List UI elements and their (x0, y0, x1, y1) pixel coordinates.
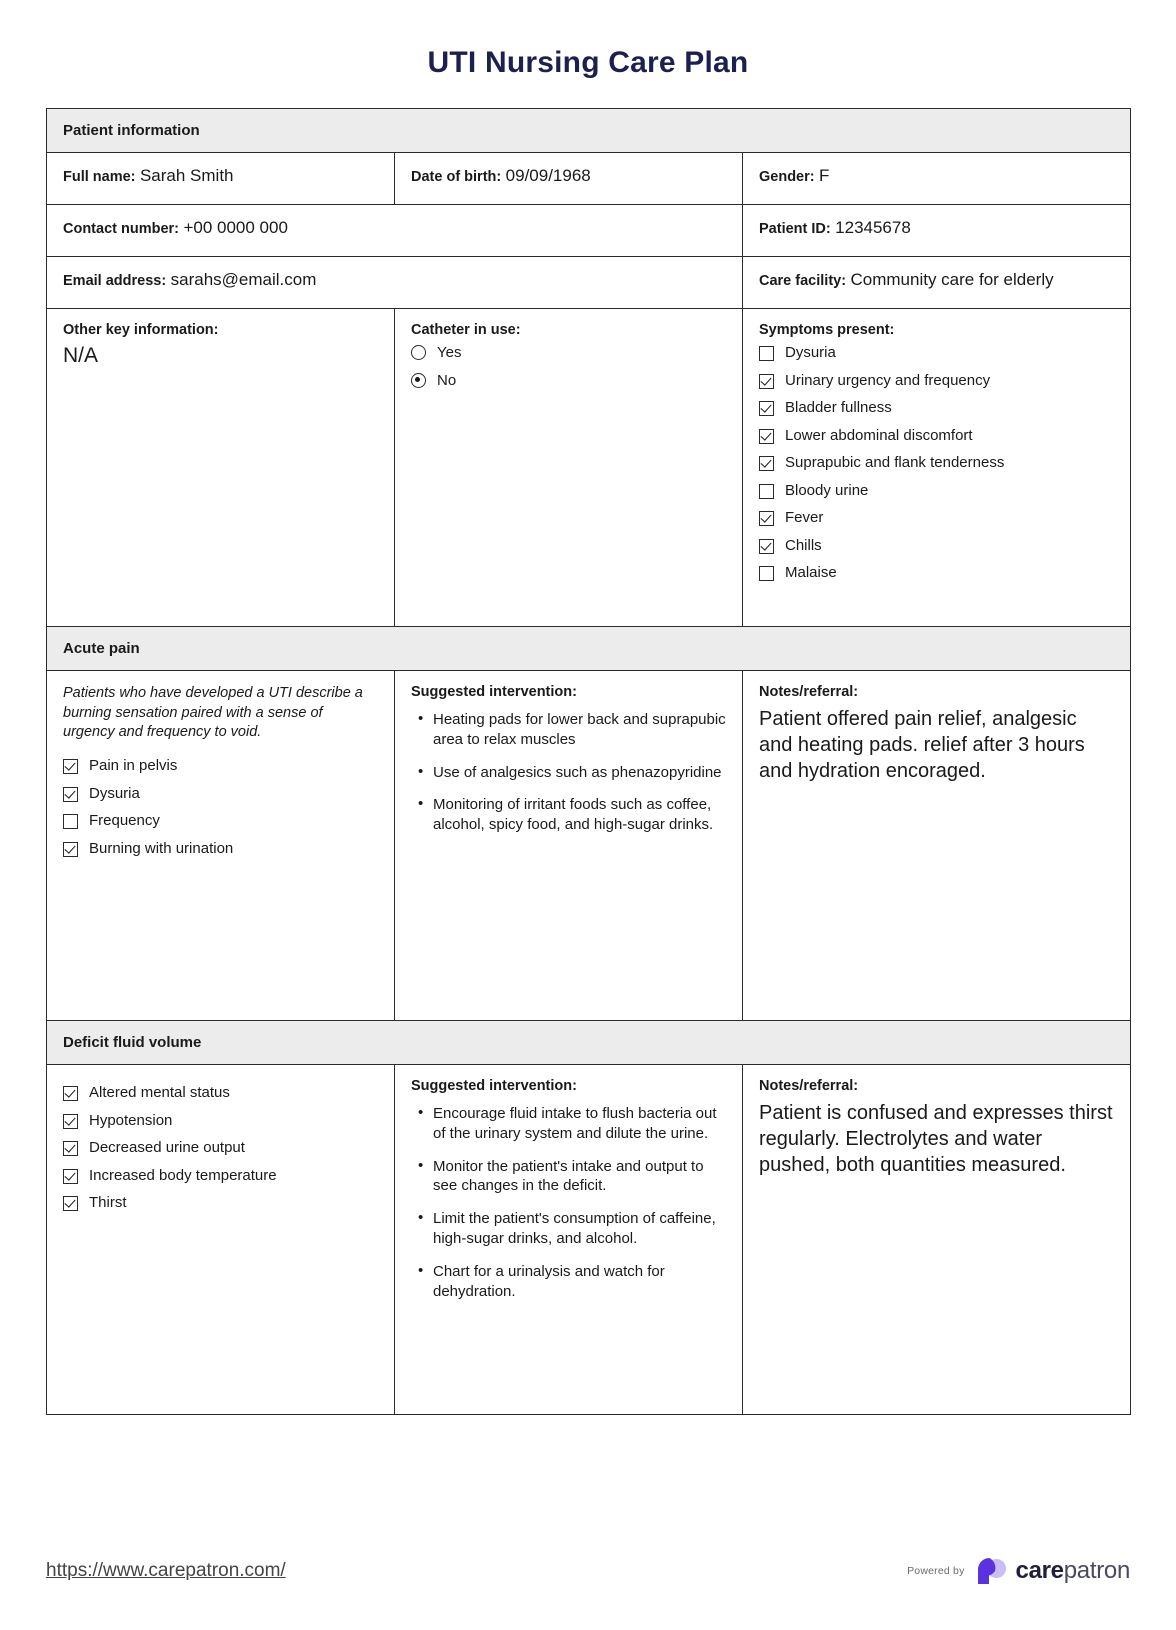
list-item[interactable] (63, 757, 378, 774)
deficit-item-label: Thirst (89, 1194, 127, 1211)
acute-pain-notes-label: Notes/referral: (759, 684, 859, 700)
symptom-label: Suprapubic and flank tenderness (785, 454, 1005, 471)
acute-pain-checklist (63, 757, 378, 857)
full-name-label: Full name: (63, 169, 136, 185)
catheter-option-label: No (437, 372, 457, 389)
checkbox-checked-icon (63, 1169, 78, 1184)
email-address-label: Email address: (63, 273, 167, 289)
acute-pain-description: Patients who have developed a UTI describe a burning sensation paired with a sense of urgency and frequency to void. (63, 685, 363, 741)
list-item: • Encourage fluid intake to flush bacteria out of the urinary system and dilute the urine. (433, 1104, 726, 1144)
acute-pain-intervention-label: Suggested intervention: (411, 684, 577, 700)
checkbox-checked-icon (759, 456, 774, 471)
list-item[interactable] (63, 1139, 378, 1156)
list-item: • Heating pads for lower back and suprapubic area to relax muscles (433, 710, 726, 750)
gender-label: Gender: (759, 169, 815, 185)
deficit-fluid-volume-section-label: Deficit fluid volume (47, 1021, 1131, 1065)
email-address-value: sarahs@email.com (170, 270, 317, 289)
checkbox-checked-icon (63, 787, 78, 802)
date-of-birth-label: Date of birth: (411, 169, 502, 185)
deficit-fluid-signs-cell (47, 1065, 395, 1415)
checkbox-checked-icon (759, 429, 774, 444)
acute-pain-signs-cell (47, 671, 395, 1021)
patient-information-section-label: Patient information (47, 109, 1131, 153)
acute-pain-item-label: Dysuria (89, 784, 140, 802)
acute-pain-item-label: Pain in pelvis (89, 757, 178, 775)
patient-id-label: Patient ID: (759, 221, 831, 237)
contact-number-field[interactable] (47, 205, 743, 257)
catheter-radio-group (411, 344, 726, 389)
checkbox-checked-icon (63, 1114, 78, 1129)
list-item[interactable] (759, 344, 1114, 361)
wordmark-care: care (1015, 1557, 1064, 1584)
brand-lockup (907, 1554, 1130, 1588)
symptom-label: Bloody urine (785, 481, 869, 499)
deficit-fluid-volume-section-header-row (47, 1021, 1131, 1065)
checkbox-checked-icon (63, 759, 78, 774)
care-facility-field[interactable] (743, 257, 1131, 309)
deficit-item-label: Altered mental status (89, 1084, 230, 1101)
acute-pain-intervention-list (411, 710, 726, 835)
deficit-item-label: Hypotension (89, 1111, 173, 1129)
symptom-label: Fever (785, 509, 824, 526)
checkbox-checked-icon (63, 1196, 78, 1211)
other-key-information-cell[interactable] (47, 309, 395, 627)
catheter-option-label: Yes (437, 344, 462, 361)
catheter-option-yes[interactable] (411, 344, 726, 361)
care-facility-label: Care facility: (759, 273, 847, 289)
checkbox-icon (63, 814, 78, 829)
list-item[interactable] (759, 482, 1114, 499)
list-item: • Monitor the patient's intake and output to see changes in the deficit. (433, 1157, 726, 1197)
acute-pain-item-label: Frequency (89, 812, 160, 830)
acute-pain-section-label: Acute pain (47, 627, 1131, 671)
list-item[interactable] (63, 812, 378, 829)
acute-pain-notes-cell[interactable] (743, 671, 1131, 1021)
checkbox-icon (759, 484, 774, 499)
symptom-label: Bladder fullness (785, 399, 892, 416)
deficit-fluid-intervention-label: Suggested intervention: (411, 1078, 577, 1094)
date-of-birth-field[interactable] (395, 153, 743, 205)
radio-icon (411, 345, 426, 360)
care-plan-form (46, 108, 1131, 1415)
email-row (47, 257, 1131, 309)
checkbox-checked-icon (63, 1086, 78, 1101)
symptom-label: Lower abdominal discomfort (785, 426, 973, 444)
symptom-label: Urinary urgency and frequency (785, 371, 991, 389)
carepatron-wordmark (1016, 1557, 1130, 1585)
list-item[interactable] (63, 785, 378, 802)
acute-pain-section-header-row (47, 627, 1131, 671)
checkbox-icon (759, 346, 774, 361)
full-name-field[interactable] (47, 153, 395, 205)
deficit-fluid-intervention-cell (395, 1065, 743, 1415)
other-key-information-label: Other key information: (63, 322, 219, 338)
list-item[interactable] (759, 509, 1114, 526)
symptom-label: Malaise (785, 564, 837, 581)
email-address-field[interactable] (47, 257, 743, 309)
list-item[interactable] (759, 427, 1114, 444)
list-item[interactable] (63, 1194, 378, 1211)
contact-number-value: +00 0000 000 (183, 218, 288, 237)
radio-selected-icon (411, 373, 426, 388)
page-footer (46, 1554, 1130, 1588)
patient-name-row (47, 153, 1131, 205)
patient-id-field[interactable] (743, 205, 1131, 257)
symptoms-present-label: Symptoms present: (759, 322, 895, 338)
catheter-in-use-label: Catheter in use: (411, 322, 521, 338)
checkbox-checked-icon (759, 374, 774, 389)
list-item[interactable] (63, 1167, 378, 1184)
list-item[interactable] (759, 399, 1114, 416)
other-key-information-value: N/A (63, 344, 99, 367)
acute-pain-row (47, 671, 1131, 1021)
checkbox-checked-icon (63, 1141, 78, 1156)
deficit-fluid-checklist (63, 1084, 378, 1211)
acute-pain-notes-value: Patient offered pain relief, analgesic and heating pads. relief after 3 hours and hydration encoraged. (759, 708, 1085, 782)
deficit-fluid-intervention-list (411, 1104, 726, 1301)
list-item: • Limit the patient's consumption of caffeine, high-sugar drinks, and alcohol. (433, 1209, 726, 1249)
contact-row (47, 205, 1131, 257)
date-of-birth-value: 09/09/1968 (505, 166, 591, 185)
checkbox-icon (759, 566, 774, 581)
checkbox-checked-icon (759, 401, 774, 416)
list-item[interactable] (759, 454, 1114, 471)
full-name-value: Sarah Smith (139, 166, 234, 185)
deficit-fluid-notes-label: Notes/referral: (759, 1078, 859, 1094)
patient-id-value: 12345678 (835, 218, 911, 237)
list-item[interactable] (759, 372, 1114, 389)
list-item: • Monitoring of irritant foods such as coffee, alcohol, spicy food, and high-sugar drinks. (433, 795, 726, 835)
symptoms-present-cell (743, 309, 1131, 627)
list-item[interactable] (63, 1112, 378, 1129)
deficit-fluid-notes-cell[interactable] (743, 1065, 1131, 1415)
catheter-in-use-cell (395, 309, 743, 627)
carepatron-logo-icon (974, 1554, 1008, 1588)
list-item: • Chart for a urinalysis and watch for dehydration. (433, 1262, 726, 1302)
symptom-label: Dysuria (785, 344, 836, 361)
deficit-item-label: Decreased urine output (89, 1139, 245, 1156)
acute-pain-intervention-cell (395, 671, 743, 1021)
list-item[interactable] (63, 840, 378, 857)
list-item[interactable] (759, 564, 1114, 581)
contact-number-label: Contact number: (63, 221, 179, 237)
patient-details-row (47, 309, 1131, 627)
deficit-item-label: Increased body temperature (89, 1166, 277, 1184)
gender-value: F (819, 166, 830, 185)
acute-pain-item-label: Burning with urination (89, 839, 234, 857)
deficit-fluid-notes-value: Patient is confused and expresses thirst regularly. Electrolytes and water pushed, both quantities measured. (759, 1102, 1113, 1176)
care-facility-value: Community care for elderly (850, 270, 1054, 289)
gender-field[interactable] (743, 153, 1131, 205)
patient-information-section-header-row (47, 109, 1131, 153)
page-title: UTI Nursing Care Plan (427, 46, 749, 79)
symptoms-checklist (759, 344, 1114, 581)
checkbox-checked-icon (759, 511, 774, 526)
carepatron-url-link[interactable]: https://www.carepatron.com/ (46, 1560, 286, 1581)
symptom-label: Chills (785, 536, 822, 554)
checkbox-checked-icon (63, 842, 78, 857)
checkbox-checked-icon (759, 539, 774, 554)
powered-by-label: Powered by (907, 1565, 965, 1577)
list-item: • Use of analgesics such as phenazopyridine (433, 763, 726, 783)
deficit-fluid-volume-row (47, 1065, 1131, 1415)
list-item[interactable] (759, 537, 1114, 554)
list-item[interactable] (63, 1084, 378, 1101)
wordmark-patron: patron (1063, 1557, 1130, 1584)
catheter-option-no[interactable] (411, 372, 726, 389)
